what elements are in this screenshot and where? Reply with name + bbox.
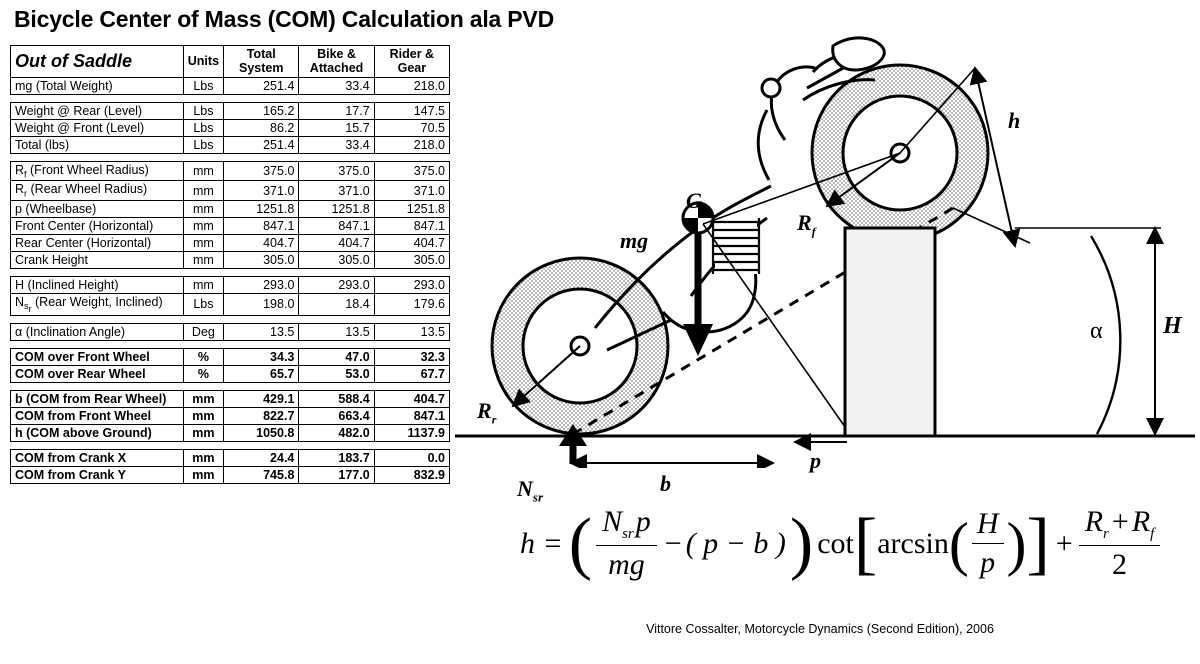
row-value-total-system: 86.2 [224, 119, 299, 136]
row-label: Weight @ Front (Level) [11, 119, 184, 136]
row-value-total-system: 198.0 [224, 293, 299, 315]
row-value-rider-gear: 1137.9 [374, 425, 449, 442]
row-value-rider-gear: 179.6 [374, 293, 449, 315]
table-row [11, 102, 450, 119]
row-value-rider-gear: 147.5 [374, 102, 449, 119]
row-value-bike-attached: 33.4 [299, 77, 374, 94]
label-alpha: α [1090, 318, 1103, 344]
rider-box [845, 228, 935, 436]
com-formula [520, 505, 1180, 595]
row-label: COM over Front Wheel [11, 349, 184, 366]
row-unit: mm [183, 251, 223, 268]
label-mg: mg [620, 228, 649, 253]
row-value-bike-attached: 13.5 [299, 324, 374, 341]
row-label: Weight @ Rear (Level) [11, 102, 184, 119]
row-value-rider-gear: 0.0 [374, 450, 449, 467]
row-label: h (COM above Ground) [11, 425, 184, 442]
table-spacer-row [11, 153, 450, 161]
row-value-rider-gear: 13.5 [374, 324, 449, 341]
table-header-col2: Bike & Attached [299, 46, 374, 78]
table-row [11, 181, 450, 201]
label-Rr: $R_r$ [477, 398, 497, 427]
row-unit: % [183, 366, 223, 383]
mg-arrow [683, 233, 713, 356]
row-unit: Lbs [183, 77, 223, 94]
label-H: H [1163, 313, 1182, 339]
table-spacer-row [11, 383, 450, 391]
row-value-bike-attached: 293.0 [299, 276, 374, 293]
table-spacer-row [11, 94, 450, 102]
row-value-bike-attached: 404.7 [299, 234, 374, 251]
label-h: h [1008, 108, 1021, 133]
row-value-total-system: 13.5 [224, 324, 299, 341]
row-label: H (Inclined Height) [11, 276, 184, 293]
table-header-units: Units [183, 46, 223, 78]
row-value-rider-gear: 67.7 [374, 366, 449, 383]
row-value-rider-gear: 375.0 [374, 161, 449, 181]
row-unit: mm [183, 391, 223, 408]
row-label: $R_f$ (Front Wheel Radius) [11, 161, 184, 181]
row-label: Front Center (Horizontal) [11, 217, 184, 234]
formula-lhs: h = [520, 526, 563, 560]
row-value-rider-gear: 218.0 [374, 136, 449, 153]
row-value-rider-gear: 832.9 [374, 467, 449, 484]
bicycle-com-diagram [455, 28, 1195, 505]
row-value-bike-attached: 482.0 [299, 425, 374, 442]
table-header-row [11, 46, 450, 78]
formula-cot: cot [817, 526, 854, 560]
row-value-bike-attached: 183.7 [299, 450, 374, 467]
table-header-title: Out of Saddle [11, 46, 184, 78]
row-value-total-system: 165.2 [224, 102, 299, 119]
saddle [833, 38, 885, 70]
row-unit: Lbs [183, 293, 223, 315]
table-row [11, 293, 450, 315]
table-row [11, 77, 450, 94]
table-row [11, 161, 450, 181]
row-value-rider-gear: 404.7 [374, 234, 449, 251]
formula-paren-close: ) [789, 504, 814, 582]
label-Nsr: $N_{sr}$ [517, 476, 544, 505]
row-value-rider-gear: 293.0 [374, 276, 449, 293]
row-value-bike-attached: 18.4 [299, 293, 374, 315]
row-unit: mm [183, 467, 223, 484]
table-row [11, 450, 450, 467]
label-b: b [660, 471, 671, 496]
row-value-rider-gear: 371.0 [374, 181, 449, 201]
row-label: COM from Crank X [11, 450, 184, 467]
row-label: $R_r$ (Rear Wheel Radius) [11, 181, 184, 201]
table-row [11, 276, 450, 293]
row-unit: Lbs [183, 119, 223, 136]
table-row [11, 217, 450, 234]
row-value-total-system: 375.0 [224, 161, 299, 181]
row-value-total-system: 429.1 [224, 391, 299, 408]
row-unit: mm [183, 181, 223, 201]
table-spacer-row [11, 316, 450, 324]
table-row [11, 251, 450, 268]
row-value-total-system: 24.4 [224, 450, 299, 467]
formula-paren2-close: ) [1006, 510, 1027, 577]
row-value-total-system: 251.4 [224, 136, 299, 153]
row-unit: Lbs [183, 102, 223, 119]
row-unit: mm [183, 408, 223, 425]
row-value-bike-attached: 847.1 [299, 217, 374, 234]
row-value-total-system: 404.7 [224, 234, 299, 251]
row-value-total-system: 305.0 [224, 251, 299, 268]
table-row [11, 349, 450, 366]
row-label: Rear Center (Horizontal) [11, 234, 184, 251]
formula-p-minus-b: ( p − b ) [685, 526, 786, 560]
row-value-total-system: 745.8 [224, 467, 299, 484]
table-row [11, 324, 450, 341]
row-label: Crank Height [11, 251, 184, 268]
row-value-bike-attached: 588.4 [299, 391, 374, 408]
row-value-rider-gear: 305.0 [374, 251, 449, 268]
table-row [11, 119, 450, 136]
row-value-bike-attached: 33.4 [299, 136, 374, 153]
row-label: p (Wheelbase) [11, 200, 184, 217]
table-header-col1: Total System [224, 46, 299, 78]
formula-fraction-2: H p [972, 507, 1004, 580]
row-value-rider-gear: 32.3 [374, 349, 449, 366]
row-value-total-system: 847.1 [224, 217, 299, 234]
row-value-total-system: 65.7 [224, 366, 299, 383]
row-label: COM from Front Wheel [11, 408, 184, 425]
row-value-bike-attached: 177.0 [299, 467, 374, 484]
source-credit: Vittore Cossalter, Motorcycle Dynamics (Second Edition), 2006 [646, 622, 994, 636]
formula-paren2-open: ( [948, 510, 969, 577]
formula-fraction-1: $N_{sr}p$ mg [596, 505, 657, 582]
row-unit: mm [183, 276, 223, 293]
row-value-total-system: 34.3 [224, 349, 299, 366]
row-value-total-system: 822.7 [224, 408, 299, 425]
formula-fraction-3: $\frac{R_r + R_f}{2}$ [1079, 505, 1161, 582]
suspension-coil [713, 218, 759, 274]
row-label: b (COM from Rear Wheel) [11, 391, 184, 408]
row-value-total-system: 371.0 [224, 181, 299, 201]
calculation-table-wrapper [10, 45, 450, 484]
row-value-bike-attached: 375.0 [299, 161, 374, 181]
row-unit: mm [183, 425, 223, 442]
row-value-bike-attached: 53.0 [299, 366, 374, 383]
table-row [11, 234, 450, 251]
row-value-total-system: 1050.8 [224, 425, 299, 442]
row-unit: Deg [183, 324, 223, 341]
table-spacer-row [11, 268, 450, 276]
row-unit: mm [183, 450, 223, 467]
row-label: α (Inclination Angle) [11, 324, 184, 341]
row-label: $N_{s_r}$ (Rear Weight, Inclined) [11, 293, 184, 315]
row-label: COM from Crank Y [11, 467, 184, 484]
row-unit: mm [183, 217, 223, 234]
row-value-bike-attached: 17.7 [299, 102, 374, 119]
formula-paren-open: ( [568, 504, 593, 582]
table-row [11, 408, 450, 425]
formula-bracket-open: [ [853, 504, 878, 582]
table-row [11, 200, 450, 217]
row-value-total-system: 1251.8 [224, 200, 299, 217]
row-value-bike-attached: 15.7 [299, 119, 374, 136]
label-G: G [686, 188, 702, 213]
row-label: COM over Rear Wheel [11, 366, 184, 383]
row-value-bike-attached: 371.0 [299, 181, 374, 201]
row-unit: mm [183, 200, 223, 217]
formula-plus: + [1055, 526, 1073, 560]
row-value-rider-gear: 1251.8 [374, 200, 449, 217]
row-value-bike-attached: 305.0 [299, 251, 374, 268]
row-value-rider-gear: 218.0 [374, 77, 449, 94]
row-value-rider-gear: 847.1 [374, 408, 449, 425]
calculation-table [10, 45, 450, 484]
row-value-bike-attached: 47.0 [299, 349, 374, 366]
row-unit: mm [183, 161, 223, 181]
row-unit: Lbs [183, 136, 223, 153]
row-value-total-system: 293.0 [224, 276, 299, 293]
formula-minus: − [664, 526, 682, 560]
table-row [11, 136, 450, 153]
table-row [11, 467, 450, 484]
row-value-total-system: 251.4 [224, 77, 299, 94]
row-label: Total (lbs) [11, 136, 184, 153]
row-value-rider-gear: 70.5 [374, 119, 449, 136]
page-title: Bicycle Center of Mass (COM) Calculation ala PVD [14, 6, 554, 32]
formula-bracket-close: ] [1026, 504, 1050, 582]
formula-arcsin: arcsin [877, 526, 949, 560]
table-row [11, 366, 450, 383]
row-value-rider-gear: 404.7 [374, 391, 449, 408]
row-value-rider-gear: 847.1 [374, 217, 449, 234]
table-spacer-row [11, 442, 450, 450]
table-row [11, 425, 450, 442]
row-value-bike-attached: 1251.8 [299, 200, 374, 217]
row-unit: mm [183, 234, 223, 251]
table-spacer-row [11, 341, 450, 349]
row-value-bike-attached: 663.4 [299, 408, 374, 425]
row-unit: % [183, 349, 223, 366]
table-header-col3: Rider & Gear [374, 46, 449, 78]
label-p: p [810, 448, 821, 473]
table-row [11, 391, 450, 408]
H-dimension [1015, 228, 1161, 434]
row-label: mg (Total Weight) [11, 77, 184, 94]
label-Rf: $R_f$ [797, 210, 816, 239]
